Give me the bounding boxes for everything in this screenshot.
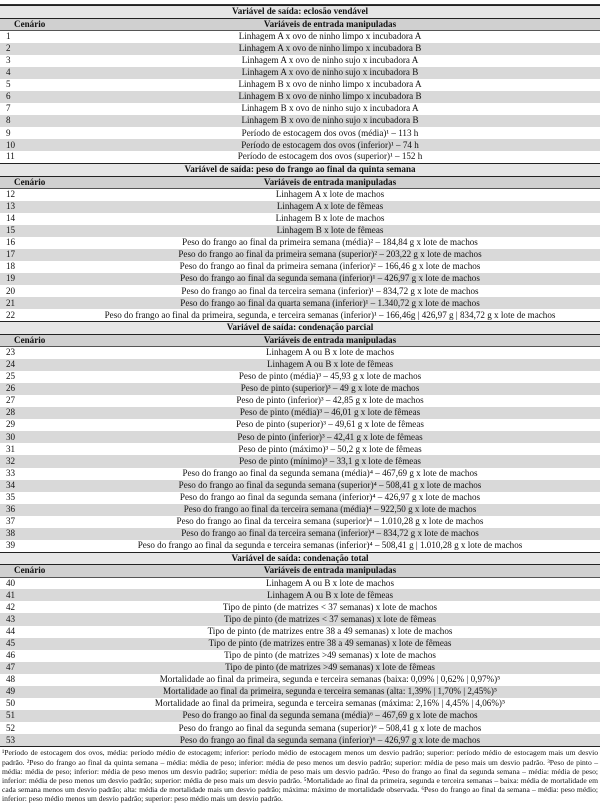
table-row (0, 419, 600, 431)
scenario-number: 45 (6, 637, 16, 648)
scenario-number: 17 (6, 249, 16, 260)
section-title: Variável de saída: peso do frango ao final da quinta semana (0, 164, 600, 177)
header-scenario: Cenário (0, 18, 60, 31)
table-row (0, 650, 600, 662)
table-row (0, 201, 600, 213)
scenario-number: 44 (6, 625, 16, 636)
table-row (0, 577, 600, 589)
scenario-variables: Peso do frango ao final da segunda semana (inferior)⁴ – 426,97 g x lote de machos (179, 491, 481, 502)
scenario-number: 4 (6, 67, 11, 78)
scenario-number: 53 (6, 734, 16, 745)
scenario-variables: Tipo de pinto (de matrizes < 37 semanas) x lote de fêmeas (223, 613, 437, 624)
scenario-number: 19 (6, 273, 16, 284)
table-row (0, 528, 600, 540)
section-title-row (0, 164, 600, 177)
scenario-number: 7 (6, 103, 11, 114)
scenario-number: 39 (6, 540, 16, 551)
table-row (0, 55, 600, 67)
section-title: Variável de saída: eclosão vendável (0, 6, 600, 19)
table-row (0, 139, 600, 151)
table-row (0, 662, 600, 674)
table-row (0, 67, 600, 79)
scenario-number: 2 (6, 42, 11, 53)
scenario-number: 6 (6, 91, 11, 102)
scenario-variables: Peso do frango ao final da terceira semana (inferior)¹ – 834,72 g x lote de machos (181, 285, 479, 296)
scenario-variables: Linhagem A x lote de fêmeas (276, 200, 384, 211)
table-row (0, 261, 600, 273)
scenario-variables: Peso do frango ao final da segunda e terceira semanas (inferior)⁴ – 508,41 g | 1.010,28 g x lote de machos (137, 540, 523, 551)
scenario-number: 38 (6, 528, 16, 539)
scenario-variables: Linhagem B x ovo de ninho sujo x incubadora B (241, 115, 419, 126)
table-footnote: ¹Período de estocagem dos ovos, média: período médio de estocagem; inferior: período médio de estocagem menos um desvio padrão; superior: período médio de estocagem mais um desvio padrão. ²Peso do frango ao final da quinta semana – média: média de peso; inferior: média de peso menos um desvio padrão; superior: média de peso mais um desvio padrão. ³Peso de pinto – média: média de peso; inferior: média de peso menos um desvio padrão; superior: média de peso mais um desvio padrão. ⁴Peso do frango ao final da segunda semana – média: média de peso; inferior: média de peso menos um desvio padrão; superior: média de peso mais um desvio padrão. ⁵Mortalidade ao final da primeira, segunda e terceira semanas – baixa: média de mortalidade em cada semana menos um desvio padrão; alta: média de mortalidade mais um desvio padrão; máxima: máximo de mortalidade observada. ⁶Peso do frango ao final da semana – média: peso médio; inferior: peso médio menos um desvio padrão; superior: peso médio mais um desvio padrão. (2, 748, 598, 804)
scenario-number: 27 (6, 395, 16, 406)
table-row (0, 734, 600, 746)
scenario-variables: Tipo de pinto (de matrizes entre 38 a 49 semanas) x lote de fêmeas (208, 637, 452, 648)
table-row (0, 127, 600, 139)
table-row (0, 383, 600, 395)
scenario-variables: Mortalidade ao final da primeira, segunda e terceira semanas (alta: 1,39% | 1,70% | 2,45%)⁵ (162, 686, 498, 697)
scenario-variables: Peso do frango ao final da primeira semana (superior)² – 203,22 g x lote de machos (178, 249, 482, 260)
scenario-number: 51 (6, 710, 16, 721)
scenario-number: 48 (6, 674, 16, 685)
section-title-row (0, 322, 600, 335)
scenario-number: 46 (6, 650, 16, 661)
scenario-variables: Tipo de pinto (de matrizes >49 semanas) x lote de fêmeas (225, 662, 435, 673)
table-row (0, 492, 600, 504)
scenario-variables: Linhagem B x lote de fêmeas (276, 225, 384, 236)
header-variables: Variáveis de entrada manipuladas (60, 18, 600, 31)
scenario-variables: Linhagem A ou B x lote de fêmeas (266, 589, 394, 600)
scenario-variables: Peso de pinto (inferior)³ – 42,41 g x lote de fêmeas (237, 431, 423, 442)
scenario-variables: Tipo de pinto (de matrizes entre 38 a 49 semanas) x lote de machos (207, 625, 453, 636)
table-row (0, 43, 600, 55)
scenario-number: 1 (6, 31, 11, 42)
scenario-number: 31 (6, 443, 16, 454)
table-row (0, 468, 600, 480)
scenario-number: 5 (6, 79, 11, 90)
header-scenario: Cenário (0, 176, 60, 189)
table-row (0, 371, 600, 383)
table-row (0, 237, 600, 249)
scenario-number: 40 (6, 577, 16, 588)
table-row (0, 273, 600, 285)
scenario-number: 3 (6, 54, 11, 65)
table-row (0, 722, 600, 734)
scenario-number: 18 (6, 261, 16, 272)
scenario-variables: Peso do frango ao final da segunda semana (inferior)¹ – 426,97 g x lote de machos (180, 273, 480, 284)
table-row (0, 601, 600, 613)
scenario-number: 15 (6, 225, 16, 236)
scenario-number: 29 (6, 419, 16, 430)
scenario-variables: Peso do frango ao final da primeira semana (inferior)² – 166,46 g x lote de machos (179, 261, 481, 272)
scenario-number: 52 (6, 722, 16, 733)
scenario-number: 16 (6, 237, 16, 248)
scenario-variables: Peso do frango ao final da segunda semana (média)⁴ – 467,69 g x lote de machos (182, 467, 478, 478)
section-title: Variável de saída: condenação total (0, 552, 600, 565)
scenario-variables: Linhagem A x ovo de ninho sujo x incubadora B (241, 67, 419, 78)
scenario-variables: Período de estocagem dos ovos (inferior)¹ – 74 h (241, 139, 419, 150)
scenario-variables: Linhagem A ou B x lote de machos (265, 577, 395, 588)
scenario-variables: Peso de pinto (média)³ – 45,93 g x lote de machos (238, 371, 422, 382)
scenario-variables: Peso de pinto (superior)³ – 49 g x lote de machos (240, 383, 420, 394)
scenario-number: 8 (6, 115, 11, 126)
scenario-variables: Linhagem A ou B x lote de machos (265, 347, 395, 358)
table-row (0, 285, 600, 297)
column-header-row (0, 334, 600, 347)
scenario-number: 20 (6, 285, 16, 296)
scenario-variables: Linhagem B x ovo de ninho limpo x incubadora B (238, 91, 422, 102)
column-header-row (0, 18, 600, 31)
header-variables: Variáveis de entrada manipuladas (60, 334, 600, 347)
column-header-row (0, 176, 600, 189)
scenario-number: 11 (6, 151, 15, 162)
table-row (0, 103, 600, 115)
scenario-variables: Peso do frango ao final da primeira semana (média)² – 184,84 g x lote de machos (182, 237, 478, 248)
scenario-variables: Tipo de pinto (de matrizes < 37 semanas) x lote de machos (222, 601, 438, 612)
scenario-number: 23 (6, 347, 16, 358)
table-row (0, 674, 600, 686)
scenario-number: 33 (6, 467, 16, 478)
scenario-number: 21 (6, 297, 16, 308)
table-row (0, 516, 600, 528)
scenario-variables: Peso do frango ao final da primeira, segunda, e terceira semanas (inferior)¹ – 166,46g | 426,97 g | 834,72 g x lote de machos (104, 309, 556, 320)
scenario-number: 36 (6, 504, 16, 515)
table-row (0, 347, 600, 359)
section-title-row (0, 6, 600, 19)
scenario-variables: Peso de pinto (média)³ – 46,01 g x lote de fêmeas (239, 407, 421, 418)
table-row (0, 309, 600, 321)
scenario-number: 22 (6, 309, 16, 320)
table-row (0, 455, 600, 467)
scenario-variables: Peso do frango ao final da terceira semana (superior)⁴ – 1.010,28 g x lote de machos (176, 516, 484, 527)
table-row (0, 407, 600, 419)
table-row (0, 698, 600, 710)
header-scenario: Cenário (0, 565, 60, 578)
scenario-variables: Período de estocagem dos ovos (superior)¹ – 152 h (237, 151, 423, 162)
scenario-variables: Peso do frango ao final da segunda semana (superior)⁶ – 508,41 g x lote de machos (178, 722, 482, 733)
scenario-number: 10 (6, 139, 16, 150)
scenario-number: 28 (6, 407, 16, 418)
table-row (0, 686, 600, 698)
scenario-variables: Mortalidade ao final da primeira, segunda e terceira semanas (máxima: 2,16% | 4,45% | 4,06%)⁵ (154, 698, 506, 709)
scenario-variables: Peso de pinto (inferior)³ – 42,85 g x lote de machos (236, 395, 424, 406)
table-row (0, 589, 600, 601)
scenario-variables: Linhagem A x ovo de ninho limpo x incubadora B (238, 42, 422, 53)
scenario-number: 12 (6, 189, 16, 200)
table-row (0, 638, 600, 650)
table-row (0, 31, 600, 43)
scenario-variables: Peso do frango ao final da quarta semana (inferior)¹ – 1.340,72 g x lote de machos (180, 297, 480, 308)
scenario-number: 43 (6, 613, 16, 624)
scenario-variables: Peso do frango ao final da segunda semana (média)⁶ – 467,69 g x lote de machos (182, 710, 478, 721)
scenario-variables: Linhagem A x ovo de ninho sujo x incubadora A (241, 54, 419, 65)
table-row (0, 189, 600, 201)
table-row (0, 710, 600, 722)
scenario-variables: Peso do frango ao final da terceira semana (inferior)⁴ – 834,72 g x lote de machos (181, 528, 479, 539)
scenario-number: 35 (6, 491, 16, 502)
scenario-number: 32 (6, 455, 16, 466)
scenario-number: 24 (6, 358, 16, 369)
scenario-variables: Peso de pinto (máximo)³ – 50,2 g x lote de fêmeas (238, 443, 422, 454)
scenario-variables: Linhagem B x ovo de ninho sujo x incubadora A (241, 103, 419, 114)
scenario-number: 9 (6, 127, 11, 138)
table-row (0, 395, 600, 407)
scenario-number: 42 (6, 601, 16, 612)
scenario-variables: Peso de pinto (mínimo)³ – 33,1 g x lote de fêmeas (239, 455, 421, 466)
column-header-row (0, 565, 600, 578)
scenario-variables: Linhagem A ou B x lote de fêmeas (266, 358, 394, 369)
scenario-number: 49 (6, 686, 16, 697)
scenario-variables: Período de estocagem dos ovos (média)¹ – 113 h (241, 127, 419, 138)
section-title-row (0, 552, 600, 565)
table-row (0, 115, 600, 127)
scenario-number: 13 (6, 200, 16, 211)
scenario-number: 47 (6, 662, 16, 673)
scenario-variables: Peso de pinto (superior)³ – 49,61 g x lote de fêmeas (236, 419, 424, 430)
scenario-variables: Linhagem B x ovo de ninho limpo x incubadora A (238, 79, 422, 90)
scenario-number: 37 (6, 516, 16, 527)
table-row (0, 431, 600, 443)
table-row (0, 480, 600, 492)
scenario-variables: Tipo de pinto (de matrizes >49 semanas) x lote de machos (224, 650, 436, 661)
scenario-variables: Peso do frango ao final da segunda semana (inferior)⁶ – 426,97 g x lote de machos (179, 734, 481, 745)
scenario-number: 25 (6, 371, 16, 382)
section-title: Variável de saída: condenação parcial (0, 322, 600, 335)
scenario-number: 26 (6, 383, 16, 394)
table-row (0, 504, 600, 516)
scenario-variables: Linhagem A x ovo de ninho limpo x incubadora A (238, 31, 422, 42)
scenario-number: 41 (6, 589, 16, 600)
header-variables: Variáveis de entrada manipuladas (60, 176, 600, 189)
header-scenario: Cenário (0, 334, 60, 347)
table-row (0, 443, 600, 455)
table-row (0, 213, 600, 225)
table-row (0, 91, 600, 103)
table-row (0, 79, 600, 91)
scenario-variables: Linhagem A x lote de machos (275, 189, 385, 200)
scenario-number: 34 (6, 479, 16, 490)
table-row (0, 540, 600, 552)
scenario-variables: Linhagem B x lote de machos (275, 213, 385, 224)
scenario-number: 30 (6, 431, 16, 442)
scenario-number: 14 (6, 213, 16, 224)
scenarios-table (0, 5, 600, 746)
table-row (0, 225, 600, 237)
table-row (0, 626, 600, 638)
table-row (0, 297, 600, 309)
scenario-number: 50 (6, 698, 16, 709)
scenario-variables: Mortalidade ao final da primeira, segunda e terceira semanas (baixa: 0,09% | 0,62% | 0,97%)⁵ (159, 674, 501, 685)
table-row (0, 359, 600, 371)
header-variables: Variáveis de entrada manipuladas (60, 565, 600, 578)
scenario-variables: Peso do frango ao final da segunda semana (superior)⁴ – 508,41 g x lote de machos (178, 479, 482, 490)
table-row (0, 151, 600, 163)
scenario-variables: Peso do frango ao final da terceira semana (média)⁴ – 922,50 g x lote de machos (183, 504, 477, 515)
table-row (0, 613, 600, 625)
table-row (0, 249, 600, 261)
